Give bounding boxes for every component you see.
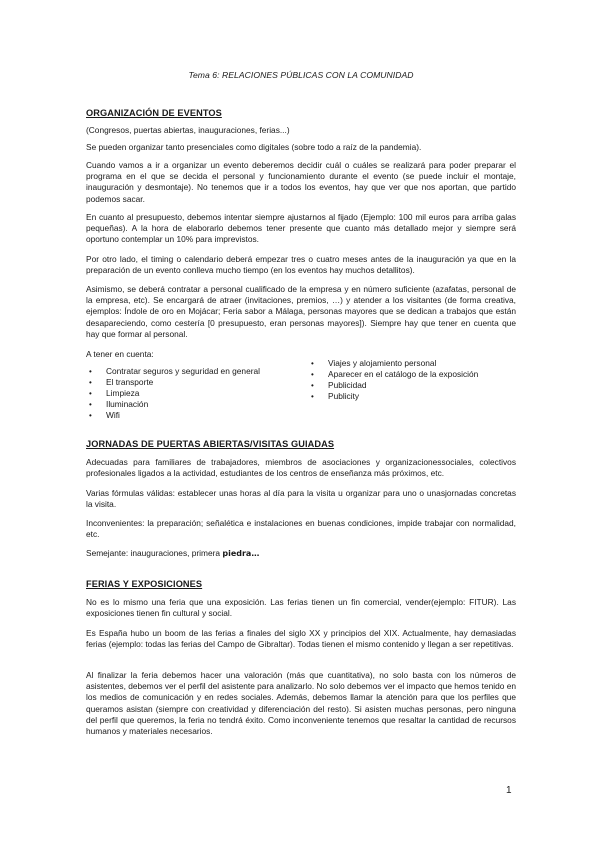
list-item: • Viajes y alojamiento personal xyxy=(311,358,437,368)
paragraph: Cuando vamos a ir a organizar un evento deberemos decidir cuál o cuáles se realizará para poder preparar el programa en el que se decida el personal y funcionamiento durante el evento (se puede incluir el montaje, inauguración y desmontaje). No tenemos que ir a todos los eventos, hay que ver que nos aportan, que partido podemos sacar. xyxy=(86,160,516,204)
list-item: • El transporte xyxy=(89,377,154,387)
paragraph: Al finalizar la feria debemos hacer una valoración (más que cuantitativa), no solo basta con los números de asistentes, debemos ver el perfil del asistente para analizarlo. No solo debemos ver el impacto que hemos tenido en los medios de comunicación y en redes sociales. Además, debemos llamar la atención para que los perfiles que queramos asistan (siempre con creatividad y diferenciación del resto). Si asisten muchas personas, pero ninguna del perfil que queremos, la feria no tendrá éxito. Como inconveniente tenemos que resaltar la cantidad de recursos humanos y materiales necesarios. xyxy=(86,670,516,737)
paragraph: No es lo mismo una feria que una exposición. Las ferias tienen un fin comercial, vender(ejemplo: FITUR). Las exposiciones tienen fin cultural y social. xyxy=(86,597,516,619)
paragraph: Varias fórmulas válidas: establecer unas horas al día para la visita u organizar para uno o unasjornadas concretas la visita. xyxy=(86,488,516,510)
bullet-icon: • xyxy=(89,378,92,387)
paragraph: Inconvenientes: la preparación; señalética e instalaciones en buenas condiciones, impide trabajar con normalidad, etc. xyxy=(86,518,516,540)
list-item: • Limpieza xyxy=(89,388,140,398)
list-item: • Wifi xyxy=(89,410,120,420)
paragraph: Es España hubo un boom de las ferias a finales del siglo XX y principios del XIX. Actualmente, hay demasiadas ferias (ejemplo: todas las ferias del Campo de Gibraltar). Todas tienen el mismo contenido y llegan a ser repetitivas. xyxy=(86,628,516,650)
bullet-icon: • xyxy=(89,400,92,409)
bullet-icon: • xyxy=(311,370,314,379)
paragraph: Asimismo, se deberá contratar a personal cualificado de la empresa y en número suficiente (azafatas, personal de la empresa, etc). Se encargará de atraer (invitaciones, premios, …) y atender a los visitantes (de forma creativa, ejemplos: Índole de oro en Mojácar; Feria sabor a Málaga, personas mayores que se dedican a trabajos que están desapareciendo, como cestería [0 presupuesto, eran personas mayores]). Siempre hay que tener en cuenta que hay que formar al personal. xyxy=(86,284,516,339)
bullet-icon: • xyxy=(89,411,92,420)
list-item: • Publicidad xyxy=(311,380,367,390)
bullet-icon: • xyxy=(89,367,92,376)
heading-ferias-exposiciones: FERIAS Y EXPOSICIONES xyxy=(86,579,203,589)
paragraph: Por otro lado, el timing o calendario deberá empezar tres o cuatro meses antes de la inauguración ya que en la preparación de un evento conlleva mucho tiempo (en los eventos hay muchos detallitos). xyxy=(86,254,516,276)
heading-organizacion-eventos: ORGANIZACIÓN DE EVENTOS xyxy=(86,108,222,118)
paragraph: Se pueden organizar tanto presenciales como digitales (sobre todo a raíz de la pandemia). xyxy=(86,142,422,152)
bullet-list-left xyxy=(86,366,301,421)
bullet-icon: • xyxy=(311,381,314,390)
bullet-list-right xyxy=(308,358,516,402)
paragraph: (Congresos, puertas abiertas, inauguraciones, ferias...) xyxy=(86,125,290,135)
paragraph: En cuanto al presupuesto, debemos intentar siempre ajustarnos al fijado (Ejemplo: 100 mil euros para arriba galas pequeñas). A la hora de elaborarlo debemos tener presente que cuanto más detallado mejor y siempre será oportuno contemplar un 10% para imprevistos. xyxy=(86,212,516,245)
heading-jornadas-puertas-abiertas: JORNADAS DE PUERTAS ABIERTAS/VISITAS GUIADAS xyxy=(86,439,335,449)
bullet-icon: • xyxy=(89,389,92,398)
list-item: • Iluminación xyxy=(89,399,149,409)
page-header: Tema 6: RELACIONES PÚBLICAS CON LA COMUNIDAD xyxy=(188,70,414,80)
page-number: 1 xyxy=(506,785,512,796)
bullet-icon: • xyxy=(311,359,314,368)
paragraph: Semejante: inauguraciones, primera piedra… xyxy=(86,548,260,558)
list-item: • Publicity xyxy=(311,391,360,401)
paragraph: Adecuadas para familiares de trabajadores, miembros de asociaciones y organizacionessociales, colectivos profesionales ligados a la actividad, estudiantes de los centros de enseñanza más próximos, etc. xyxy=(86,457,516,479)
bullet-icon: • xyxy=(311,392,314,401)
list-item: • Contratar seguros y seguridad en general xyxy=(89,366,260,376)
list-item: • Aparecer en el catálogo de la exposición xyxy=(311,369,479,379)
list-lead: A tener en cuenta: xyxy=(86,349,154,359)
